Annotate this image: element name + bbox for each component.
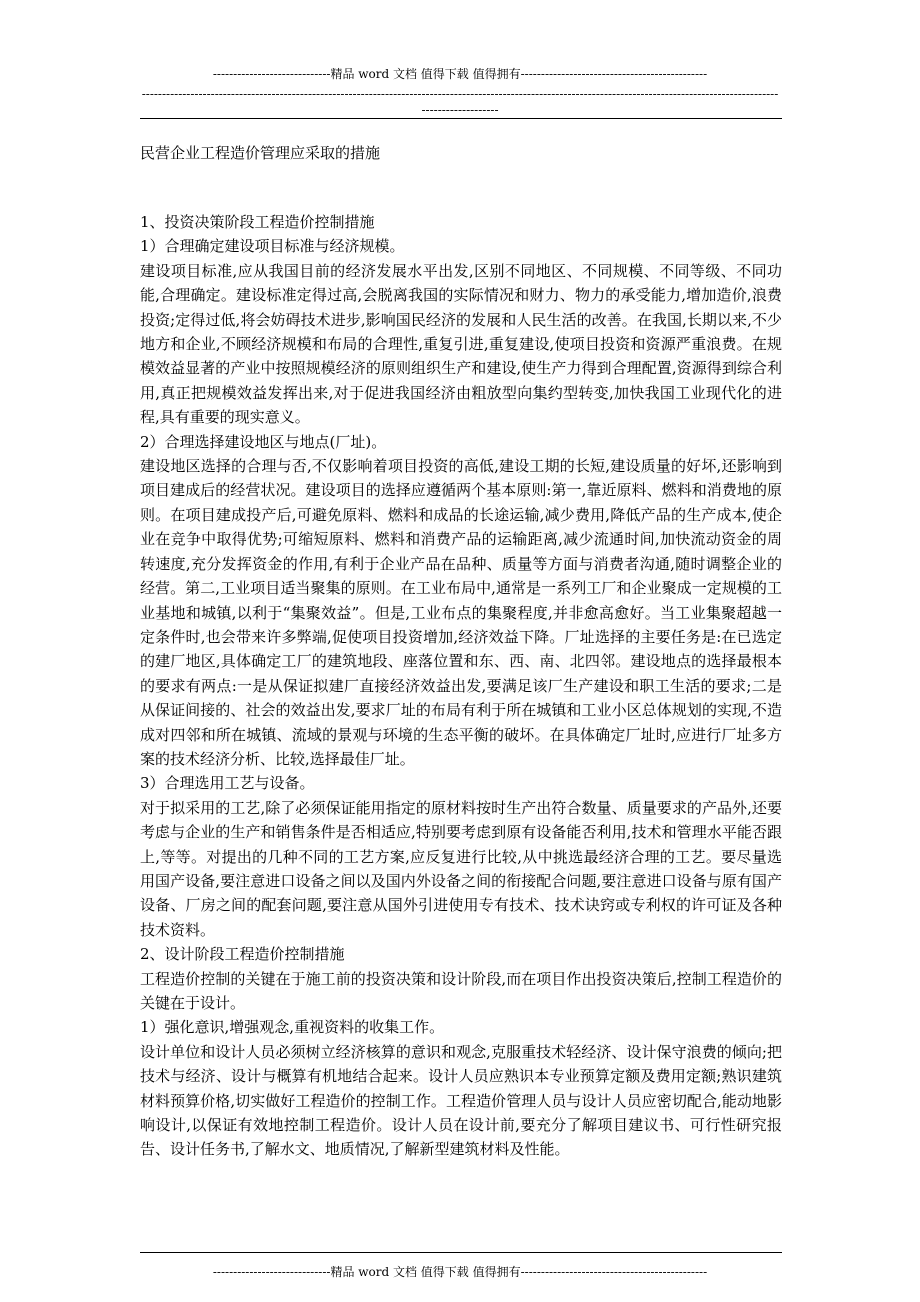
body-paragraph: 工程造价控制的关键在于施工前的投资决策和设计阶段,而在项目作出投资决策后,控制工程造价的关键在于设计。 [140, 969, 782, 1012]
section-heading: 2、设计阶段工程造价控制措施 [140, 945, 345, 964]
header-dashes: -------------------------------------------------------------------------------------------------------------------------------------------------------------------------------- [141, 87, 779, 117]
body-paragraph: 建设项目标准,应从我国目前的经济发展水平出发,区别不同地区、不同规模、不同等级、不同功能,合理确定。建设标准定得过高,会脱离我国的实际情况和财力、物力的承受能力,增加造价,浪费投资;定得过低,将会妨碍技术进步,影响国民经济的发展和人民生活的改善。在我国,长期以来,不少地方和企业,不顾经济规模和布局的合理性,重复引进,重复建设,使项目投资和资源严重浪费。在规模效益显著的产业中按照规模经济的原则组织生产和建设,使生产力得到合理配置,资源得到综合利用,真正把规模效益发挥出来,对于促进我国经济由粗放型向集约型转变,加快我国工业现代化的进程,具有重要的现实意义。 [140, 261, 782, 427]
subsection-heading: 2）合理选择建设地区与地点(厂址)。 [140, 432, 387, 451]
header-banner: -----------------------------精品 word 文档 值得下载 值得拥有---------------------------------------------- [212, 67, 708, 81]
body-paragraph: 建设地区选择的合理与否,不仅影响着项目投资的高低,建设工期的长短,建设质量的好坏,还影响到项目建成后的经营状况。建设项目的选择应遵循两个基本原则:第一,靠近原料、燃料和消费地的原则。在项目建成投产后,可避免原料、燃料和成品的长途运输,减少费用,降低产品的生产成本,使企业在竞争中取得优势;可缩短原料、燃料和消费产品的运输距离,减少流通时间,加快流动资金的周转速度,充分发挥资金的作用,有利于企业产品在品种、质量等方面与消费者沟通,随时调整企业的经营。第二,工业项目适当聚集的原则。在工业布局中,通常是一系列工厂和企业聚成一定规模的工业基地和城镇,以利于“集聚效益”。但是,工业布点的集聚程度,并非愈高愈好。当工业集聚超越一定条件时,也会带来许多弊端,促使项目投资增加,经济效益下降。厂址选择的主要任务是:在已选定的建厂地区,具体确定工厂的建筑地段、座落位置和东、西、南、北四邻。建设地点的选择最根本的要求有两点:一是从保证拟建厂直接经济效益出发,要满足该厂生产建设和职工生活的要求;二是从保证间接的、社会的效益出发,要求厂址的布局有利于所在城镇和工业小区总体规划的实现,不造成对四邻和所在城镇、流域的景观与环境的生态平衡的破坏。在具体确定厂址时,应进行厂址多方案的技术经济分析、比较,选择最佳厂址。 [140, 457, 782, 768]
footer-rule [140, 1252, 782, 1253]
footer-banner: -----------------------------精品 word 文档 值得下载 值得拥有---------------------------------------------- [212, 1265, 708, 1279]
body-paragraph: 设计单位和设计人员必须树立经济核算的意识和观念,克服重技术轻经济、设计保守浪费的倾向;把技术与经济、设计与概算有机地结合起来。设计人员应熟识本专业预算定额及费用定额;熟识建筑材料预算价格,切实做好工程造价的控制工作。工程造价管理人员与设计人员应密切配合,能动地影响设计,以保证有效地控制工程造价。设计人员在设计前,要充分了解项目建议书、可行性研究报告、设计任务书,了解水文、地质情况,了解新型建筑材料及性能。 [140, 1042, 782, 1159]
body-paragraph: 对于拟采用的工艺,除了必须保证能用指定的原材料按时生产出符合数量、质量要求的产品外,还要考虑与企业的生产和销售条件是否相适应,特别要考虑到原有设备能否利用,技术和管理水平能否跟上,等等。对提出的几种不同的工艺方案,应反复进行比较,从中挑选最经济合理的工艺。要尽量选用国产设备,要注意进口设备之间以及国内外设备之间的衔接配合问题,要注意进口设备与原有国产设备、厂房之间的配套问题,要注意从国外引进使用专有技术、技术诀窍或专利权的许可证及各种技术资料。 [140, 798, 782, 939]
subsection-heading: 1）强化意识,增强观念,重视资料的收集工作。 [140, 1018, 445, 1037]
subsection-heading: 3）合理选用工艺与设备。 [140, 774, 315, 793]
document-body [140, 210, 782, 1162]
document-title: 民营企业工程造价管理应采取的措施 [140, 144, 381, 162]
section-heading: 1、投资决策阶段工程造价控制措施 [140, 213, 375, 231]
header-rule [140, 118, 782, 119]
subsection-heading: 1）合理确定建设项目标准与经济规模。 [140, 237, 405, 256]
